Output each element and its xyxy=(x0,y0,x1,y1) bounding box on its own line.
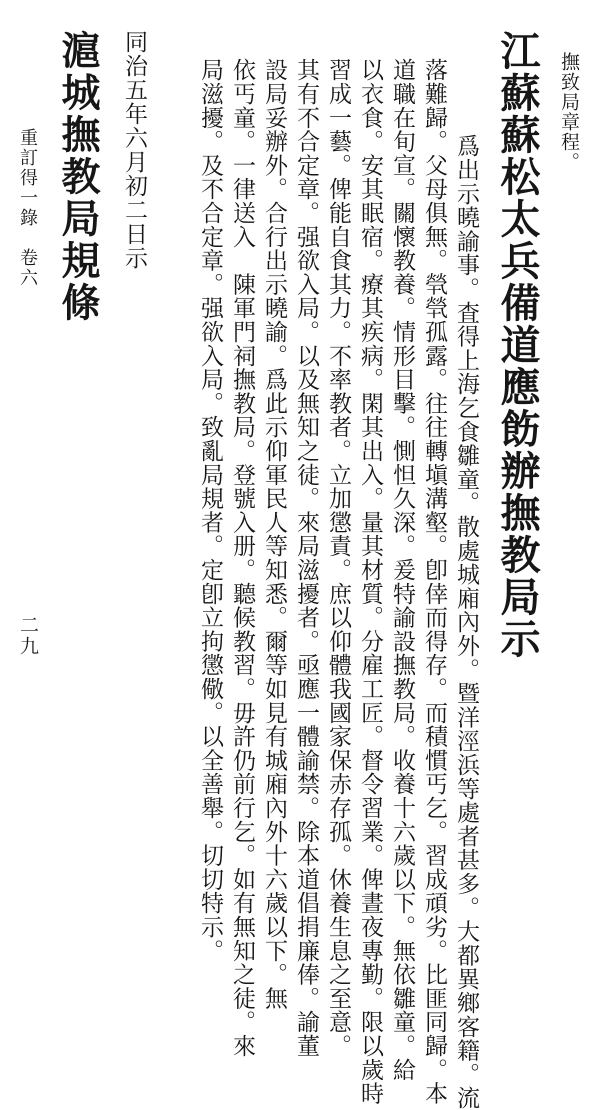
signature-date: 同治五年六月初二日示 xyxy=(121,30,147,270)
body-line: 以衣食。安其眠宿。療其疾病。閑其出入。量其材質。分雇工匠。督令習業。俾晝夜專勤。限以歲時 xyxy=(357,58,383,1106)
footer-book-title: 重訂得一錄 卷六 xyxy=(17,128,38,288)
body-line: 落難歸。父母俱無。煢煢孤露。往往轉塡溝壑。卽倖而得存。而積慣丐乞。習成頑劣。比匪同歸。本 xyxy=(421,58,447,1106)
body-line: 道職在旬宣。關懷教養。情形目擊。惻怛久深。爰特諭設撫教局。收養十六歲以下。無依雛童。給 xyxy=(389,58,415,1082)
section-title: 滬城撫教局規條 xyxy=(55,30,101,324)
body-line: 設局妥辦外。合行出示曉諭。爲此示仰軍民人等知悉。爾等如見有城廂內外十六歲以下。無 xyxy=(261,58,287,1010)
body-line: 其有不合定章。强欲入局。以及無知之徒。來局滋擾者。亟應一體諭禁。除本道倡捐廉俸。諭董 xyxy=(293,58,319,1058)
page-number: 二九 xyxy=(17,615,39,657)
body-line: 局滋擾。及不合定章。强欲入局。致亂局規者。定卽立拘懲儆。以全善舉。切切特示。 xyxy=(197,58,223,963)
main-title: 江蘇蘇松太兵備道應飭辦撫教局示 xyxy=(494,30,541,660)
body-line: 依丐童。一律送入 陳軍門祠撫教局。登號入册。聽候教習。毋許仍前行乞。如有無知之徒。來 xyxy=(229,58,255,1058)
body-line: 爲出示曉諭事。査得上海乞食雛童。散處城廂內外。暨洋涇浜等處者甚多。大都異鄉客籍。流 xyxy=(453,134,479,1110)
running-head: 撫致局章程。 xyxy=(558,52,580,172)
body-line: 習成一藝。俾能自食其力。不率教者。立加懲責。庶以仰體我國家保赤存孤。休養生息之至意。 xyxy=(325,58,351,1058)
